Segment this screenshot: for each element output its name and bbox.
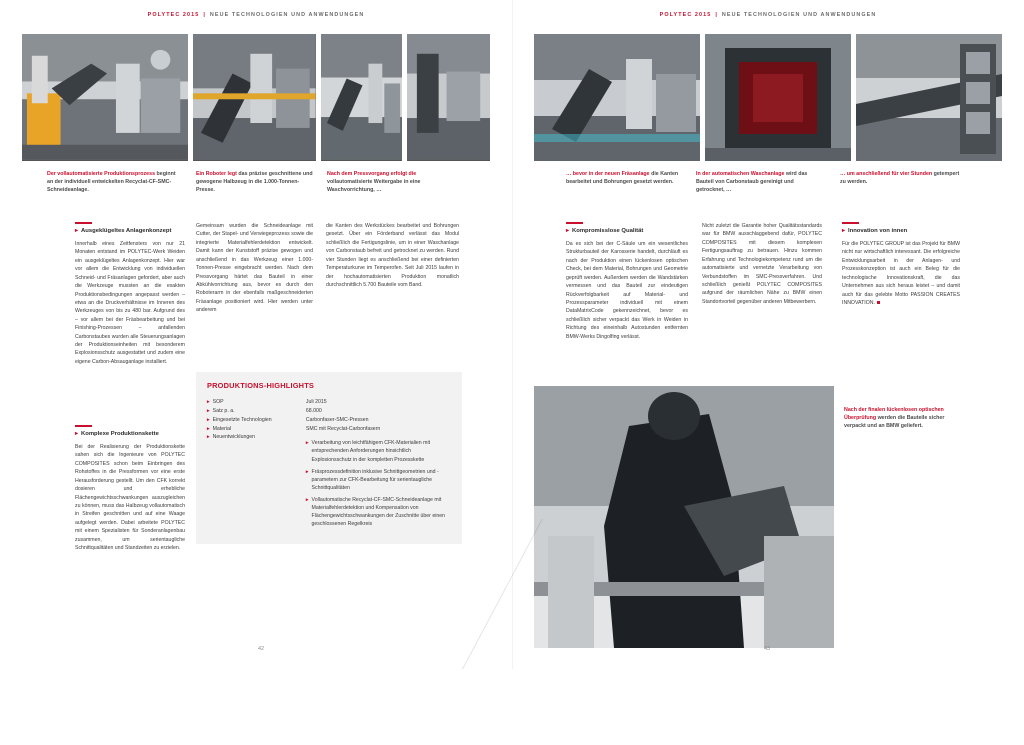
section-title-innovation: ▸ Innovation von innen: [842, 228, 908, 234]
left-photo-strip: [22, 34, 490, 161]
left-column-1b: [75, 425, 185, 558]
running-head-brand: POLYTEC 2015: [659, 12, 712, 18]
arrow-icon: ▸: [207, 399, 210, 405]
right-page: [512, 0, 1024, 669]
highlight-label: ▸ Eingesetzte Technologien: [207, 416, 272, 423]
caption-grey-text: wird das Bauteil von Carbonstaub gereinigt und getrocknet, …: [696, 171, 808, 194]
caption-grey-text: die Kanten bearbeitet und Bohrungen gesetzt werden.: [566, 171, 679, 186]
section-title-qualitaet: ▸ Kompromisslose Qualität: [566, 228, 644, 234]
arrow-icon: ▸: [207, 425, 210, 432]
right-caption-2: [696, 170, 816, 195]
end-mark: [877, 301, 880, 304]
page-number-right: 43: [764, 646, 770, 652]
left-column-2: [196, 222, 313, 321]
caption-grey-text: getempert zu werden.: [840, 171, 960, 186]
arrow-icon: ▸: [75, 228, 78, 234]
arrow-icon: ▸: [305, 440, 309, 447]
caption-red-text: Der vollautomatisierte Produktionsprozess: [47, 171, 156, 177]
caption-red-text: Nach dem Pressvorgang erfolgt die: [327, 171, 417, 177]
column-body: Nicht zuletzt die Garantie hoher Qualitätsstandards war für BMW ausschlaggebend dafür, POLYTEC COMPOSITES mit diesem komplexen Fertigungsauftrag zu betrauen. Hinzu kommen Erfahrung und Technologiekompetenz rund um die automatisierte und vernetzte Verarbeitung von Verbundstoffen im SMC-Pressverfahren. Und schließlich genießt POLYTEC COMPOSITES aufgrund der räumlichen Nähe zu BMW einen Standortvorteil gegenüber anderen Mitbewerbern.: [702, 223, 822, 305]
left-column-1: [75, 222, 185, 372]
robot-arm-photo: [193, 34, 316, 161]
column-body: die Kanten des Werkstückes bearbeitet und Bohrungen gesetzt. Über ein Förderband verlässt das Modul schließlich die Fertigungslinie, um in einer Waschanlage von Carbonstaub befreit und getrocknet zu werden. Rund vier Stunden liegt es anschließend bei einer definierten Temperaturkurve im Temperofen. Seit Juli 2015 laufen in der hochautomatisierten Produktion monatlich durchschnittlich 5.700 Bauteile vom Band.: [326, 223, 459, 288]
highlight-bullet: ▸ Verarbeitung von leichtfähigem CFK-Materialien mit entsprechenden Anforderungen hinsichtlich Explosionsschutz in der kompletten Prozesskette: [305, 440, 431, 463]
left-column-3: [326, 222, 459, 295]
caption-grey-text: werden die Bauteile sicher verpackt und an BMW geliefert.: [844, 415, 945, 430]
fraesanlage-photo: [534, 34, 700, 161]
caption-grey-text: vollautomatisierte Weitergabe in eine Waschvorrichtung, …: [327, 179, 421, 194]
arrow-icon: ▸: [566, 228, 569, 234]
running-head-brand: POLYTEC 2015: [147, 12, 200, 18]
left-page: [0, 0, 512, 669]
section-rule: [75, 222, 92, 224]
caption-grey-text: beginnt an der individuell entwickelten Recyclat-CF-SMC-Schneideanlage.: [47, 171, 176, 194]
running-head-section: NEUE TECHNOLOGIEN UND ANWENDUNGEN: [209, 12, 365, 18]
highlight-label: ▸ SOP: [207, 399, 224, 405]
highlight-value: 68.000: [305, 407, 322, 414]
produktions-highlights-box: [196, 372, 462, 544]
arrow-icon: ▸: [207, 407, 210, 414]
section-body: Bei der Realisierung der Produktionskette sahen sich die Ingenieure von POLYTEC COMPOSITES schon beim Einbringen des Rohstoffes in die Pressformen vor eine erste Herausforderung gestellt. Um den CFK korrekt dosieren und erhebliche Flächengewichtsschwankungen auszugleichen zu können, muss das Halbzeug vollautomatisch in Streifen geschnitten und auf eine Waage aufgelegt werden. Dabei arbeitete POLYTEC mit einem Spezialisten für Sonderanlagenbau zusammen, um serientaugliche Schnittqualitäten und Standzeiten zu erzielen.: [75, 443, 185, 552]
right-column-2: [702, 222, 822, 312]
highlight-bullet: ▸ Fräsprozessdefinition inklusive Schnittgeometrien und -parametern zur CFK-Bearbeitung für serientaugliche Schnittqualitäten: [305, 468, 439, 491]
arrow-icon: ▸: [305, 468, 309, 475]
left-caption-3: [327, 170, 457, 195]
arrow-icon: ▸: [305, 496, 309, 503]
right-column-1: [566, 222, 688, 347]
page-number-left: 42: [258, 646, 264, 652]
highlight-value: Carbonfaser-SMC-Pressen: [305, 416, 369, 423]
running-head-right: POLYTEC 2015 | NEUE TECHNOLOGIEN UND ANWENDUNGEN: [659, 12, 877, 18]
waschanlage-photo: [407, 34, 490, 161]
column-body: Gemeinsam wurden die Schneideanlage mit Cutter, der Stapel- und Verwiegeprozess sowie die integrierte Materialfehlerdetektion entwickelt. Damit kann der Kunststoff präzise gewogen und anschließend in das Werkzeug einer 1.000-Tonnen-Presse eingebracht werden. Nach dem Pressvorgang härtet das Bauteil in einer Abkühlvorrichtung aus, bevor es durch den Roboterarm in der ebenfalls maßgeschneiderten Fräsanlage positioniert wird. Hier werden unter anderem: [196, 223, 313, 314]
spread-gutter: [512, 0, 513, 669]
arrow-icon: ▸: [75, 431, 78, 437]
press-unit-photo: [321, 34, 402, 161]
running-head-section: NEUE TECHNOLOGIEN UND ANWENDUNGEN: [721, 12, 877, 18]
highlight-label: ▸ Satz p. a.: [207, 407, 235, 414]
right-photo-strip: [534, 34, 1002, 161]
caption-red-text: … um anschließend für vier Stunden: [840, 171, 933, 177]
section-title-produktionskette: ▸ Komplexe Produktionskette: [75, 431, 159, 437]
highlight-bullet: ▸ Vollautomatische Recyclat-CF-SMC-Schneideanlage mit Materialfehlerdetektion und Kompensation von Flächengewichtsschwankungen der Zuschnitte über einen geschlossenen Regelkreis: [305, 496, 446, 527]
temperofen-photo: [856, 34, 1002, 161]
highlights-values: [306, 398, 451, 532]
highlight-value: SMC mit Recyclat-Carbonfasern: [305, 425, 381, 432]
arrow-icon: ▸: [207, 416, 210, 423]
left-caption-1: [47, 170, 183, 195]
right-caption-3: [840, 170, 960, 186]
waschanlage-right-photo: [705, 34, 851, 161]
section-rule: [842, 222, 859, 224]
worker-packing-photo: [534, 386, 834, 648]
section-body: Innerhalb eines Zeitfensters von nur 21 Monaten entstand im POLYTEC-Werk Weiden ein ausgeklügeltes Anlagenkonzept. Hier war vor allem die Entwicklung von individuellen Schneid- und Fräsanlagen gefordert, aber auch die Werkzeuge mussten an die exakten Produktionsbedingungen angepasst werden – etwa an die Druckverhältnisse im Inneren des Werkzeuges von bis zu 480 bar. Aufgrund des – vor allem bei der Fräsbearbeitung und bei Finishing-Prozessen – anfallenden Carbonstaubes wurden alle Steuerungsanlagen der Produktionseinheiten mit besonderem Explosionsschutz ausgestattet und zudem eine eigene Carbon-Absauganlage installiert.: [75, 240, 185, 365]
robot-line-photo: [22, 34, 188, 161]
highlights-labels: [207, 398, 296, 532]
arrow-icon: ▸: [207, 434, 210, 441]
caption-grey-text: das präzise geschnittene und gewogene Halbzeug in die 1.000-Tonnen-Presse.: [196, 171, 313, 194]
arrow-icon: ▸: [842, 228, 845, 234]
right-caption-1: [566, 170, 686, 186]
left-caption-2: [196, 170, 314, 195]
highlights-title: PRODUKTIONS-HIGHLIGHTS: [207, 381, 315, 390]
caption-red-text: Nach der finalen lückenlosen optischen Überprüfung: [844, 407, 944, 422]
highlight-value: Juli 2015: [305, 399, 327, 405]
section-title-anlagenkonzept: ▸ Ausgeklügeltes Anlagenkonzept: [75, 228, 172, 234]
right-bottom-caption: [844, 406, 966, 431]
section-rule: [75, 425, 92, 427]
caption-red-text: In der automatischen Waschanlage: [696, 171, 785, 177]
highlight-label: ▸ Neuentwicklungen: [207, 434, 256, 441]
section-body: Für die POLYTEC GROUP ist das Projekt für BMW nicht nur wirtschaftlich interessant. Die erfolgreiche Entwicklungsarbeit in der Anlagen- und Prozesskonzeption ist auch ein Beleg für die technologische Innovationskraft, die das Unternehmen aus sich heraus leistet – und damit auch für das gelebte Motto PASSION CREATES INNOVATION.: [842, 240, 960, 306]
section-rule: [566, 222, 583, 224]
section-body: Da es sich bei der C-Säule um ein wesentliches Strukturbauteil der Karosserie handelt, durchläuft es nach der Produktion einen lückenlosen optischen Check, bei dem Material, Bohrungen und Geometrie geprüft werden. Außerdem werden die Wandstärken vermessen und das Bauteil zur eindeutigen Rückverfolgbarkeit auf Material- und Prozessparameter individuell mit einem DataMatrixCode gekennzeichnet, bevor es schließlich sicher verpackt das Werk in Weiden in Richtung des eineinhalb Autostunden entfernten BMW-Werks Dingolfing verlässt.: [566, 240, 688, 340]
right-column-3: [842, 222, 960, 307]
caption-red-text: … bevor in der neuen Fräsanlage: [566, 171, 650, 177]
running-head-left: POLYTEC 2015 | NEUE TECHNOLOGIEN UND ANWENDUNGEN: [147, 12, 365, 18]
caption-red-text: Ein Roboter legt: [196, 171, 237, 177]
highlight-label: ▸ Material: [207, 425, 232, 432]
